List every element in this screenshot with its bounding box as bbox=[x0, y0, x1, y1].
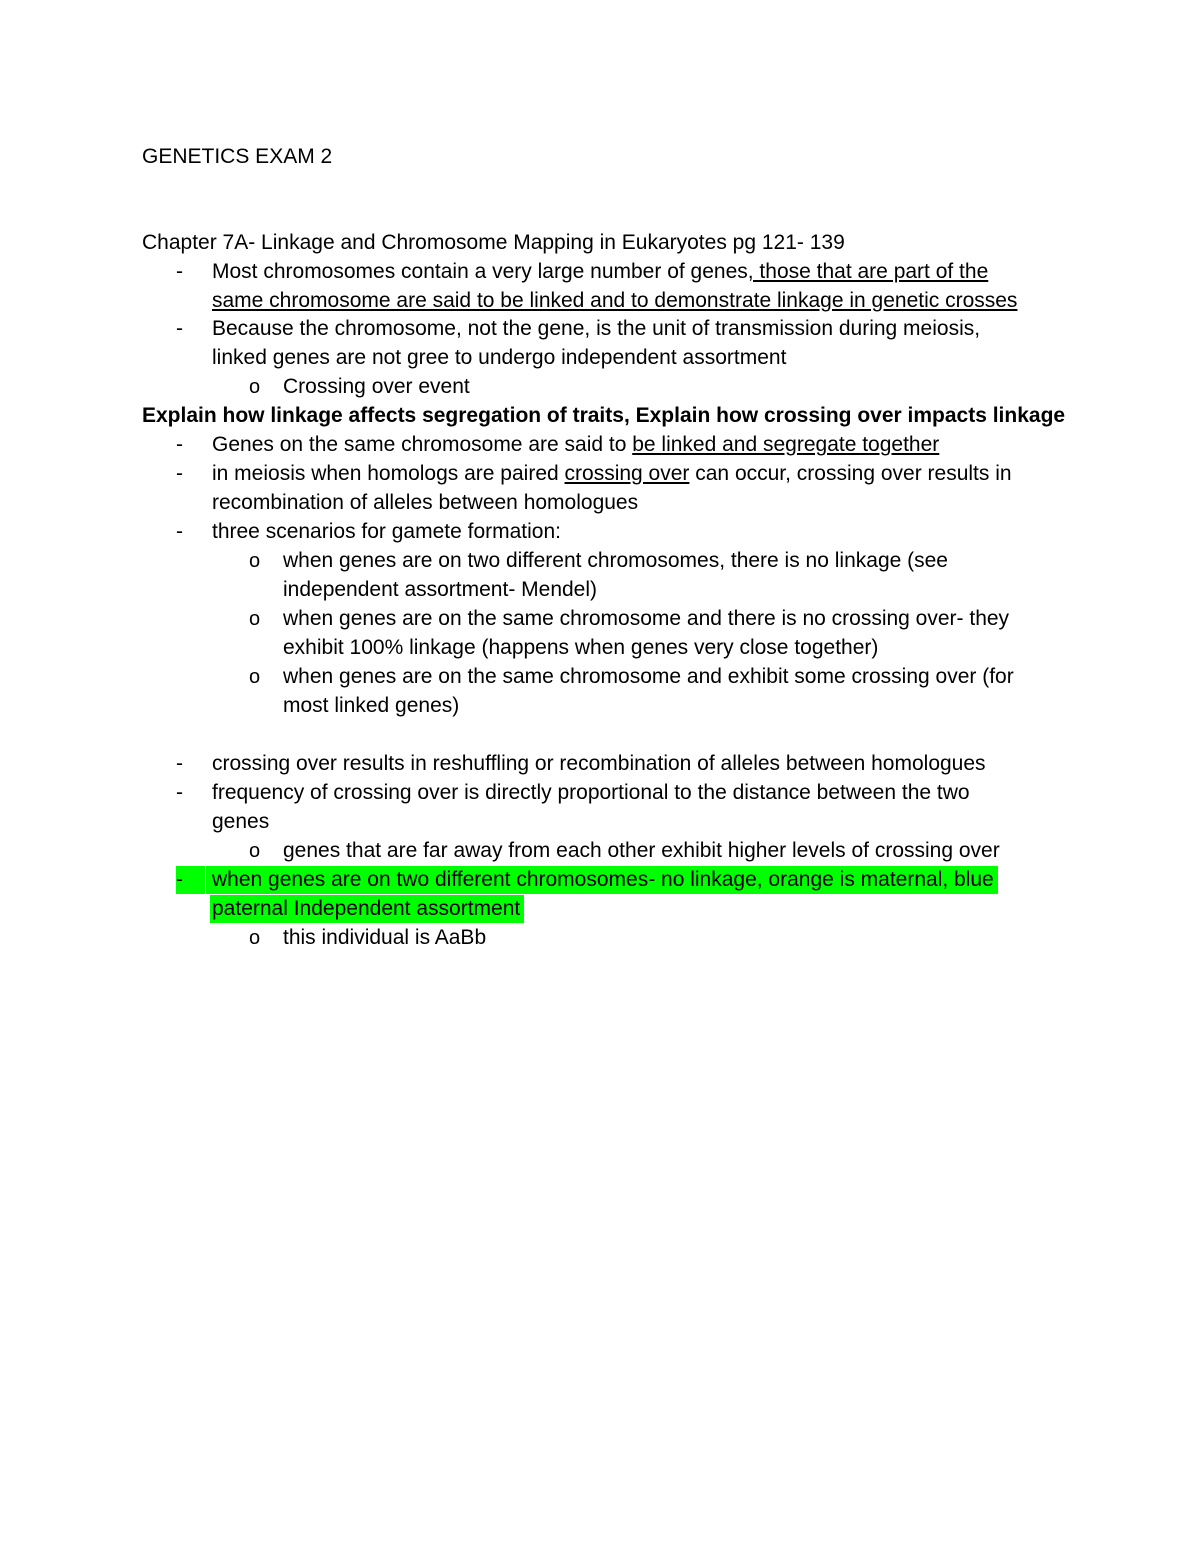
circle-bullet: o bbox=[249, 550, 261, 572]
bold-section-heading: Explain how linkage affects segregation of traits, Explain how crossing over impacts linkage bbox=[142, 404, 1066, 427]
dash-bullet: - bbox=[176, 781, 183, 804]
circle-bullet: o bbox=[249, 608, 261, 630]
bullet-linked-line-2: same chromosome are said to be linked and to demonstrate linkage in genetic crosses bbox=[212, 289, 1018, 312]
scenario-2-line-1: when genes are on the same chromosome and there is no crossing over- they bbox=[283, 607, 1010, 630]
chapter-heading: Chapter 7A- Linkage and Chromosome Mapping in Eukaryotes pg 121- 139 bbox=[142, 231, 845, 254]
bullet-meiosis-line-2: recombination of alleles between homologues bbox=[212, 491, 639, 514]
bullet-text: Genes on the same chromosome are said to bbox=[212, 433, 633, 456]
circle-bullet: o bbox=[249, 376, 261, 398]
underlined-text: be linked and segregate together bbox=[632, 433, 940, 456]
bullet-text: can occur, crossing over results in bbox=[689, 462, 1012, 485]
bullet-transmission-line-2: linked genes are not gree to undergo independent assortment bbox=[212, 346, 787, 369]
sub-bullet-crossing-event: Crossing over event bbox=[283, 375, 470, 398]
circle-bullet: o bbox=[249, 927, 261, 949]
bullet-frequency-line-1: frequency of crossing over is directly proportional to the distance between the two bbox=[212, 781, 970, 804]
scenario-2-line-2: exhibit 100% linkage (happens when genes very close together) bbox=[283, 636, 879, 659]
scenario-1-line-1: when genes are on two different chromosomes, there is no linkage (see bbox=[283, 549, 948, 572]
bullet-meiosis-line-1 bbox=[212, 460, 1012, 488]
bullet-linked-line-1 bbox=[212, 258, 988, 286]
bullet-genes-linked bbox=[212, 431, 939, 459]
bullet-text: Most chromosomes contain a very large number of genes bbox=[212, 260, 748, 283]
dash-bullet: - bbox=[176, 866, 205, 894]
scenario-1-line-2: independent assortment- Mendel) bbox=[283, 578, 598, 601]
bullet-frequency-line-2: genes bbox=[212, 810, 270, 833]
bullet-transmission-line-1: Because the chromosome, not the gene, is the unit of transmission during meiosis, bbox=[212, 317, 981, 340]
bullet-reshuffling: crossing over results in reshuffling or recombination of alleles between homologues bbox=[212, 752, 986, 775]
bullet-text: in meiosis when homologs are paired bbox=[212, 462, 565, 485]
dash-bullet: - bbox=[176, 433, 183, 456]
scenario-3-line-2: most linked genes) bbox=[283, 694, 460, 717]
dash-bullet: - bbox=[176, 462, 183, 485]
underlined-text: , those that are part of the bbox=[747, 260, 989, 283]
document-title: GENETICS EXAM 2 bbox=[142, 145, 333, 168]
dash-bullet: - bbox=[176, 520, 183, 543]
scenario-3-line-1: when genes are on the same chromosome and exhibit some crossing over (for bbox=[283, 665, 1014, 688]
dash-bullet: - bbox=[176, 752, 183, 775]
highlighted-bullet-line-1: when genes are on two different chromosomes- no linkage, orange is maternal, blue bbox=[206, 866, 998, 894]
circle-bullet: o bbox=[249, 666, 261, 688]
circle-bullet: o bbox=[249, 840, 261, 862]
bullet-three-scenarios: three scenarios for gamete formation: bbox=[212, 520, 562, 543]
dash-bullet: - bbox=[176, 317, 183, 340]
sub-bullet-aabb: this individual is AaBb bbox=[283, 926, 487, 949]
sub-bullet-far-away: genes that are far away from each other exhibit higher levels of crossing over bbox=[283, 839, 1000, 862]
dash-bullet: - bbox=[176, 260, 183, 283]
underlined-text: crossing over bbox=[564, 462, 690, 485]
highlighted-bullet-line-2: paternal Independent assortment bbox=[210, 895, 524, 923]
